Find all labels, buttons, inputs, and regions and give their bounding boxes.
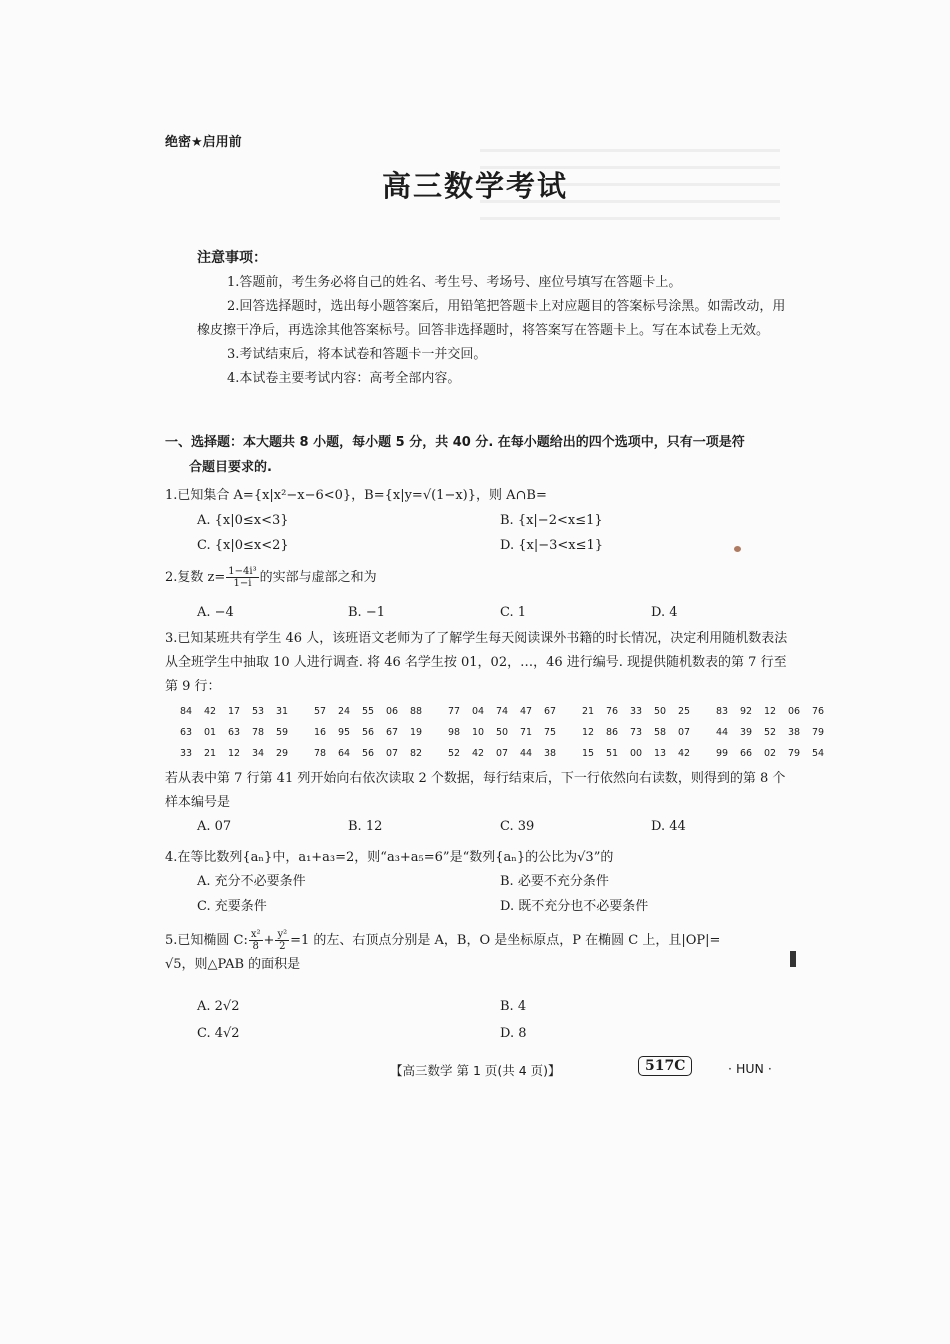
option-c: C. 4√2 — [197, 1026, 240, 1041]
random-table-cell: 38 — [788, 727, 801, 738]
random-table-cell: 12 — [764, 706, 777, 717]
random-table-cell: 66 — [740, 748, 753, 759]
random-table-cell: 07 — [386, 748, 399, 759]
random-table-cell: 63 — [180, 727, 193, 738]
random-table-cell: 13 — [654, 748, 667, 759]
option-a: A. 2√2 — [197, 999, 240, 1014]
random-table-cell: 33 — [180, 748, 193, 759]
random-table-cell: 38 — [544, 748, 557, 759]
random-table-cell: 95 — [338, 727, 351, 738]
notice-item: 3.考试结束后，将本试卷和答题卡一并交回。 — [227, 347, 487, 362]
random-table-cell: 31 — [276, 706, 289, 717]
random-table-cell: 53 — [252, 706, 265, 717]
option-b: B. 必要不充分条件 — [500, 874, 609, 889]
random-table-cell: 01 — [204, 727, 217, 738]
random-table-cell: 54 — [812, 748, 825, 759]
random-table-cell: 34 — [252, 748, 265, 759]
column-gap — [434, 743, 448, 764]
column-gap — [702, 701, 716, 722]
random-table-cell: 71 — [520, 727, 533, 738]
option-c: C. {x|0≤x<2} — [197, 538, 289, 553]
section-heading-line: 一、选择题：本大题共 8 小题，每小题 5 分，共 40 分. 在每小题给出的四个选项中，只有一项是符 — [165, 435, 745, 450]
random-table-cell: 73 — [630, 727, 643, 738]
random-table-cell: 29 — [276, 748, 289, 759]
notice-item: 2.回答选择题时，选出每小题答案后，用铅笔把答题卡上对应题目的答案标号涂黑。如需改动，用橡皮擦干净后，再选涂其他答案标号。回答非选择题时，将答案写在答题卡上。写在本试卷上无效。 — [197, 299, 786, 338]
random-table-cell: 56 — [362, 748, 375, 759]
random-table-cell: 55 — [362, 706, 375, 717]
fraction-denominator: 2 — [279, 941, 286, 952]
random-table-cell: 84 — [180, 706, 193, 717]
random-table-cell: 50 — [496, 727, 509, 738]
random-table-cell: 57 — [314, 706, 327, 717]
random-table-row — [180, 743, 836, 764]
random-number-table-grid — [180, 701, 836, 764]
confidential-label: 绝密★启用前 — [165, 135, 242, 150]
random-table-cell: 25 — [678, 706, 691, 717]
notice-heading: 注意事项： — [197, 250, 267, 266]
random-table-cell: 83 — [716, 706, 729, 717]
random-table-cell: 64 — [338, 748, 351, 759]
option-d: D. {x|−3<x≤1} — [500, 538, 604, 553]
random-table-cell: 92 — [740, 706, 753, 717]
option-d: D. 44 — [651, 819, 686, 834]
question-stem: 3.已知某班共有学生 46 人，该班语文老师为了了解学生每天阅读课外书籍的时长情况，决定利用随机数表法从全班学生中抽取 10 人进行调查. 将 46 名学生按 01，02，…，46 进行编号. 现提供随机数表的第 7 行至第 9 行： — [165, 631, 788, 694]
random-table-cell: 76 — [812, 706, 825, 717]
notice-list — [197, 271, 797, 391]
option-d: D. 8 — [500, 1026, 527, 1041]
question-stem: √5，则△PAB 的面积是 — [165, 957, 301, 972]
column-gap — [702, 743, 716, 764]
random-table-cell: 39 — [740, 727, 753, 738]
random-table-cell: 12 — [228, 748, 241, 759]
random-table-cell: 98 — [448, 727, 461, 738]
random-table-cell: 75 — [544, 727, 557, 738]
random-number-table — [180, 701, 836, 764]
random-table-cell: 00 — [630, 748, 643, 759]
option-b: B. {x|−2<x≤1} — [500, 513, 603, 528]
option-b: B. 4 — [500, 999, 527, 1014]
question-3-continued — [165, 767, 795, 815]
random-table-cell: 99 — [716, 748, 729, 759]
option-a: A. 充分不必要条件 — [197, 874, 306, 889]
random-table-cell: 77 — [448, 706, 461, 717]
random-table-cell: 42 — [678, 748, 691, 759]
exam-title: 高三数学考试 — [381, 169, 568, 203]
random-table-cell: 21 — [582, 706, 595, 717]
random-table-cell: 59 — [276, 727, 289, 738]
question-5 — [165, 929, 795, 977]
section-heading-line: 合题目要求的. — [189, 460, 272, 475]
option-a: A. −4 — [197, 605, 234, 620]
column-gap — [300, 743, 314, 764]
notice-item: 1.答题前，考生务必将自己的姓名、考生号、考场号、座位号填写在答题卡上。 — [227, 275, 682, 290]
question-stem: 4.在等比数列{aₙ}中，a₁+a₃=2，则“a₃+a₅=6”是“数列{aₙ}的公比为√3”的 — [165, 850, 614, 865]
random-table-cell: 79 — [788, 748, 801, 759]
random-table-cell: 82 — [410, 748, 423, 759]
random-table-cell: 07 — [678, 727, 691, 738]
random-table-cell: 74 — [496, 706, 509, 717]
scan-mark — [790, 951, 796, 967]
column-gap — [568, 701, 582, 722]
random-table-cell: 50 — [654, 706, 667, 717]
question-1 — [165, 484, 795, 508]
random-table-cell: 02 — [764, 748, 777, 759]
question-2 — [165, 566, 795, 590]
fraction-denominator: 1−i — [233, 578, 252, 589]
random-table-cell: 44 — [716, 727, 729, 738]
random-table-cell: 67 — [386, 727, 399, 738]
column-gap — [300, 701, 314, 722]
fraction-numerator: y² — [277, 929, 288, 940]
option-d: D. 既不充分也不必要条件 — [500, 899, 649, 914]
fraction-numerator: 1−4i³ — [228, 566, 257, 577]
random-table-cell: 88 — [410, 706, 423, 717]
random-table-row — [180, 701, 836, 722]
random-table-cell: 78 — [252, 727, 265, 738]
random-table-cell: 15 — [582, 748, 595, 759]
random-table-cell: 42 — [472, 748, 485, 759]
column-gap — [702, 722, 716, 743]
question-stem: 的实部与虚部之和为 — [259, 570, 377, 585]
region-code: · HUN · — [728, 1061, 772, 1076]
random-table-cell: 52 — [448, 748, 461, 759]
question-stem: =1 的左、右顶点分别是 A，B，O 是坐标原点，P 在椭圆 C 上，且|OP|= — [290, 933, 721, 948]
question-stem: 若从表中第 7 行第 41 列开始向右依次读取 2 个数据，每行结束后，下一行依然向右读数，则得到的第 8 个样本编号是 — [165, 771, 786, 810]
random-table-cell: 17 — [228, 706, 241, 717]
random-table-cell: 10 — [472, 727, 485, 738]
notice-item: 4.本试卷主要考试内容：高考全部内容。 — [227, 371, 461, 386]
random-table-cell: 67 — [544, 706, 557, 717]
random-table-cell: 63 — [228, 727, 241, 738]
random-table-cell: 16 — [314, 727, 327, 738]
random-table-cell: 33 — [630, 706, 643, 717]
section-heading — [165, 430, 795, 480]
random-table-cell: 07 — [496, 748, 509, 759]
fraction-denominator: 8 — [252, 941, 259, 952]
question-4 — [165, 846, 795, 870]
question-stem: 2.复数 z= — [165, 570, 226, 585]
random-table-cell: 06 — [386, 706, 399, 717]
column-gap — [568, 722, 582, 743]
column-gap — [568, 743, 582, 764]
option-b: B. −1 — [348, 605, 385, 620]
option-c: C. 充要条件 — [197, 899, 267, 914]
random-table-cell: 04 — [472, 706, 485, 717]
random-table-cell: 76 — [606, 706, 619, 717]
random-table-cell: 42 — [204, 706, 217, 717]
option-a: A. 07 — [197, 819, 232, 834]
ink-spot — [734, 546, 741, 552]
plus-sign: + — [263, 933, 275, 948]
column-gap — [434, 722, 448, 743]
random-table-row — [180, 722, 836, 743]
option-a: A. {x|0≤x<3} — [197, 513, 289, 528]
random-table-cell: 58 — [654, 727, 667, 738]
column-gap — [434, 701, 448, 722]
random-table-cell: 24 — [338, 706, 351, 717]
random-table-cell: 19 — [410, 727, 423, 738]
paper-code-badge: 517C — [638, 1056, 692, 1076]
random-table-cell: 78 — [314, 748, 327, 759]
column-gap — [300, 722, 314, 743]
random-table-cell: 44 — [520, 748, 533, 759]
fraction-numerator: x² — [250, 929, 261, 940]
option-c: C. 39 — [500, 819, 535, 834]
page-footer: 【高三数学 第 1 页(共 4 页)】 — [390, 1063, 561, 1078]
random-table-cell: 06 — [788, 706, 801, 717]
random-table-cell: 79 — [812, 727, 825, 738]
option-c: C. 1 — [500, 605, 527, 620]
random-table-cell: 86 — [606, 727, 619, 738]
fraction — [249, 929, 263, 952]
fraction — [275, 929, 289, 952]
question-stem: 5.已知椭圆 C: — [165, 933, 248, 948]
random-table-cell: 21 — [204, 748, 217, 759]
random-table-cell: 56 — [362, 727, 375, 738]
question-stem: 1.已知集合 A={x|x²−x−6<0}，B={x|y=√(1−x)}，则 A∩B= — [165, 488, 547, 503]
random-table-cell: 51 — [606, 748, 619, 759]
option-b: B. 12 — [348, 819, 383, 834]
random-table-cell: 12 — [582, 727, 595, 738]
question-3 — [165, 627, 795, 699]
random-table-cell: 52 — [764, 727, 777, 738]
option-d: D. 4 — [651, 605, 678, 620]
fraction — [226, 566, 258, 589]
random-table-cell: 47 — [520, 706, 533, 717]
